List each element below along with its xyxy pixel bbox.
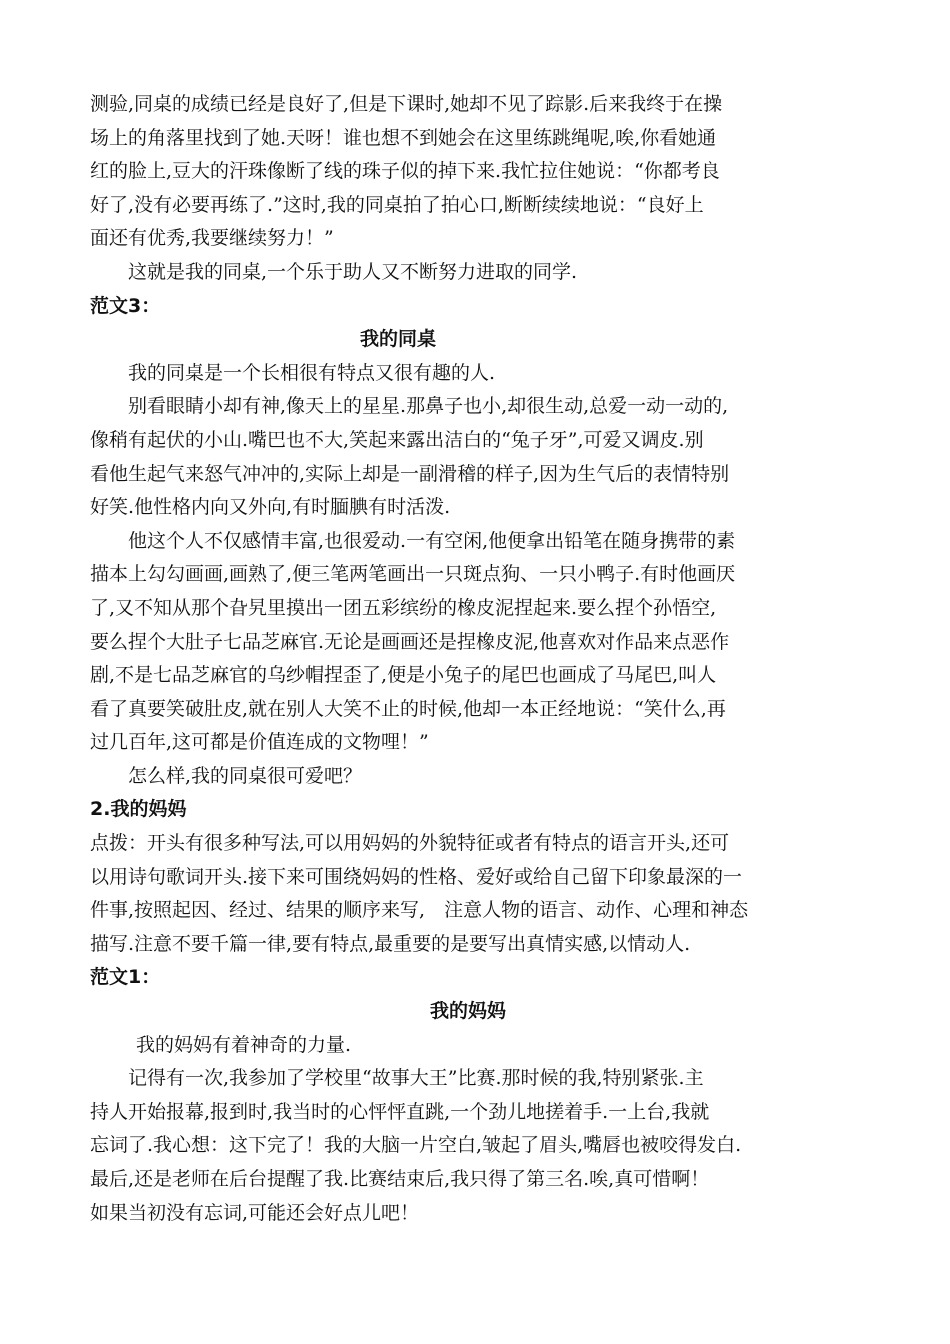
paragraph-line: 红的脸上,豆大的汗珠像断了线的珠子似的掉下来.我忙拉住她说：“你都考良 <box>90 160 720 183</box>
paragraph-line: 场上的角落里找到了她.天呀！谁也想不到她会在这里练跳绳呢,唉,你看她通 <box>90 126 717 149</box>
paragraph-line: 剧,不是七品芝麻官的乌纱帽捏歪了,便是小兔子的尾巴也画成了马尾巴,叫人 <box>90 664 717 687</box>
paragraph-line: 面还有优秀,我要继续努力！” <box>90 227 334 250</box>
paragraph-line: 他这个人不仅感情丰富,也很爱动.一有空闲,他便拿出铅笔在随身携带的素 <box>128 529 736 552</box>
paragraph-line: 最后,还是老师在后台提醒了我.比赛结束后,我只得了第三名.唉,真可惜啊！ <box>90 1168 710 1190</box>
document-page <box>90 88 860 1230</box>
paragraph-line: 忘词了.我心想：这下完了！我的大脑一片空白,皱起了眉头,嘴唇也被咬得发白. <box>90 1134 742 1157</box>
paragraph-line: 我的妈妈有着神奇的力量. <box>136 1033 352 1056</box>
paragraph-line: 描本上勾勾画画,画熟了,便三笔两笔画出一只斑点狗、一只小鸭子.有时他画厌 <box>90 563 736 586</box>
paragraph-line: 要么捏个大肚子七品芝麻官.无论是画画还是捏橡皮泥,他喜欢对作品来点恶作 <box>90 630 730 653</box>
paragraph-line: 这就是我的同桌,一个乐于助人又不断努力进取的同学. <box>128 260 578 283</box>
paragraph-line: 怎么样,我的同桌很可爱吧？ <box>128 764 363 787</box>
paragraph-line: 记得有一次,我参加了学校里“故事大王”比赛.那时候的我,特别紧张.主 <box>128 1067 704 1090</box>
paragraph-line: 件事,按照起因、经过、结果的顺序来写, 注意人物的语言、动作、心理和神态 <box>90 899 749 922</box>
paragraph-line: 好笑.他性格内向又外向,有时腼腆有时活泼. <box>90 496 451 519</box>
paragraph-line: 测验,同桌的成绩已经是良好了,但是下课时,她却不见了踪影.后来我终于在操 <box>90 93 723 115</box>
paragraph-line: 了,又不知从那个旮旯里摸出一团五彩缤纷的橡皮泥捏起来.要么捏个孙悟空, <box>90 596 717 619</box>
paragraph-line: 点拨：开头有很多种写法,可以用妈妈的外貌特征或者有特点的语言开头,还可 <box>90 832 730 855</box>
section-label: 范文1： <box>90 966 161 989</box>
paragraph-line: 如果当初没有忘词,可能还会好点儿吧！ <box>90 1201 420 1224</box>
paragraph-line: 看他生起气来怒气冲冲的,实际上却是一副滑稽的样子,因为生气后的表情特别 <box>90 462 730 485</box>
paragraph-line: 别看眼睛小却有神,像天上的星星.那鼻子也小,却很生动,总爱一动一动的, <box>128 395 729 418</box>
section-label: 范文3： <box>90 294 161 317</box>
section-heading: 2.我的妈妈 <box>90 798 187 821</box>
paragraph-line: 持人开始报幕,报到时,我当时的心怦怦直跳,一个劲儿地搓着手.一上台,我就 <box>90 1100 710 1123</box>
paragraph-line: 以用诗句歌词开头.接下来可围绕妈妈的性格、爱好或给自己留下印象最深的一 <box>90 865 743 888</box>
paragraph-line: 我的同桌是一个长相很有特点又很有趣的人. <box>128 361 496 384</box>
paragraph-line: 描写.注意不要千篇一律,要有特点,最重要的是要写出真情实感,以情动人. <box>90 932 691 955</box>
essay-title: 我的同桌 <box>360 328 437 351</box>
paragraph-line: 好了,没有必要再练了.”这时,我的同桌拍了拍心口,断断续续地说：“良好上 <box>90 193 704 216</box>
paragraph-line: 过几百年,这可都是价值连成的文物哩！” <box>90 731 429 754</box>
essay-title: 我的妈妈 <box>430 1000 507 1023</box>
paragraph-line: 像稍有起伏的小山.嘴巴也不大,笑起来露出洁白的“兔子牙”,可爱又调皮.别 <box>90 428 704 451</box>
paragraph-line: 看了真要笑破肚皮,就在别人大笑不止的时候,他却一本正经地说：“笑什么,再 <box>90 697 726 720</box>
